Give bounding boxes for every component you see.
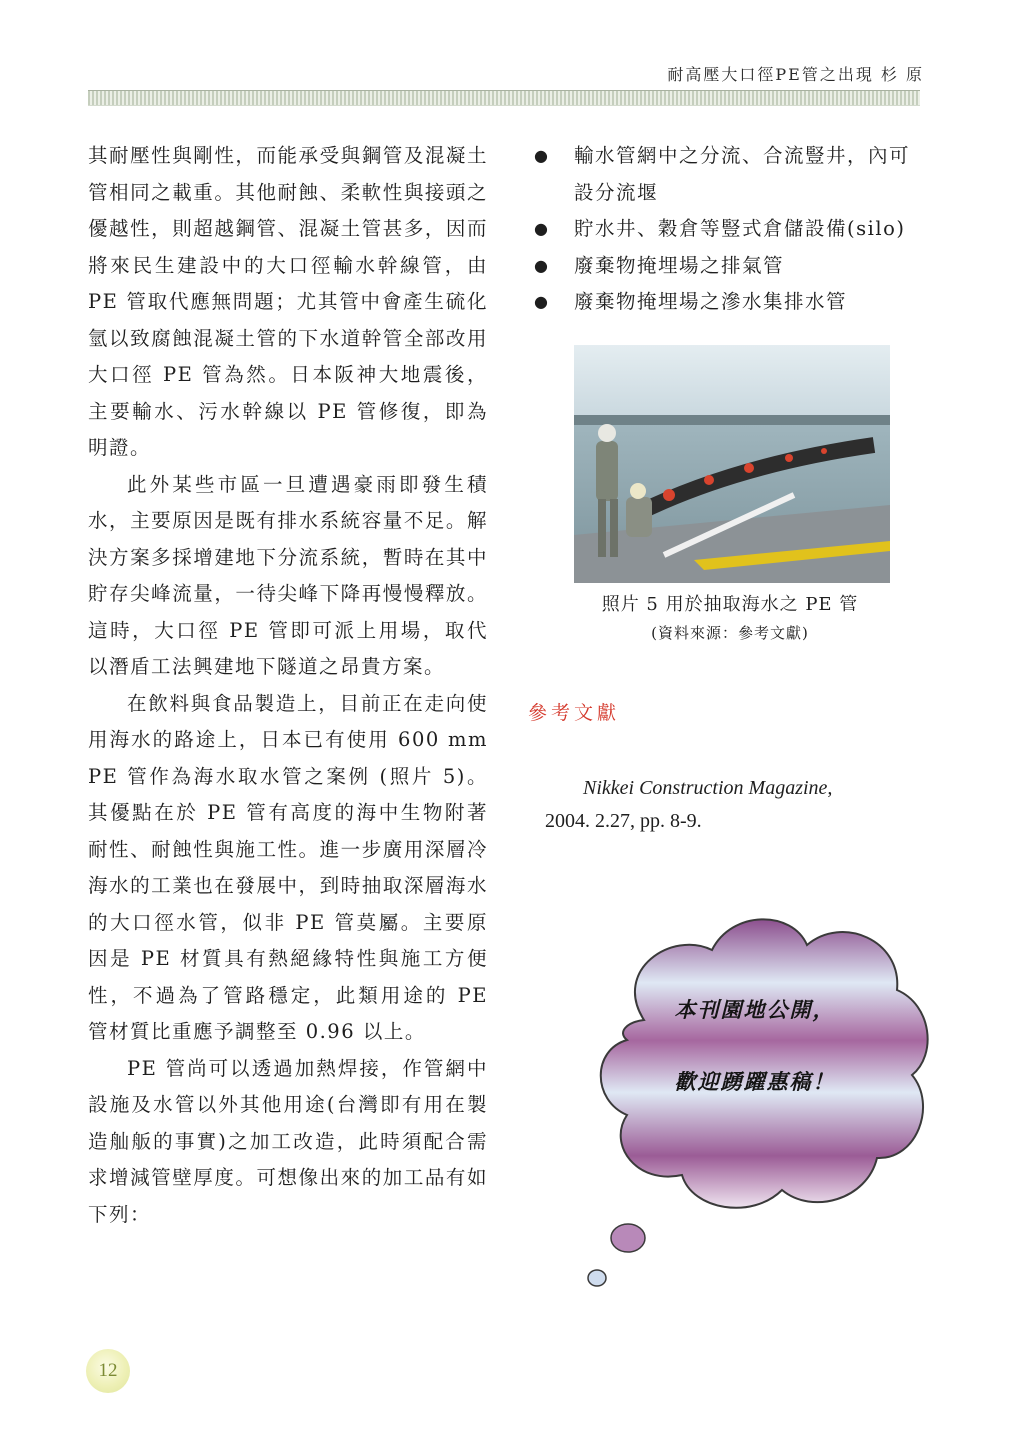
photo-source: (資料來源：參考文獻)	[651, 624, 809, 642]
reference-journal: Nikkei Construction Magazine,	[583, 777, 833, 799]
bullet-icon: ●	[534, 255, 550, 275]
paragraph: PE 管尚可以透過加熱焊接，作管網中設施及水管以外其他用途(台灣即有用在製造舢舨的事實)之加工改造，此時須配合需求增減管壁厚度。可想像出來的加工品有如下列：	[88, 1056, 488, 1226]
bullet-list	[530, 138, 930, 321]
list-item-text: 貯水井、穀倉等豎式倉儲設備(silo)	[574, 217, 906, 240]
list-item	[530, 284, 930, 321]
photo-illustration	[574, 345, 890, 583]
left-column	[88, 138, 488, 1233]
list-item-text: 廢棄物掩埋場之滲水集排水管	[574, 290, 848, 313]
callout-line-1: 本刊園地公開，	[674, 997, 836, 1022]
header-rule	[88, 90, 920, 106]
list-item	[530, 211, 930, 248]
list-item-text: 輸水管網中之分流、合流豎井，內可設分流堰	[574, 144, 911, 204]
thought-cloud-icon	[582, 900, 942, 1300]
running-header: 耐高壓大口徑PE管之出現 杉 原	[667, 65, 924, 84]
bullet-icon: ●	[534, 146, 550, 165]
paragraph: 在飲料與食品製造上，目前正在走向使用海水的路途上，日本已有使用 600 mm PE 管作為海水取水管之案例 (照片 5)。其優點在於 PE 管有高度的海中生物附著耐性、耐蝕性與施工性。進一步廣用深層冷海水的工業也在發展中，到時抽取深層海水的大口徑水管，似非 PE 管莫屬。主要原因是 PE 材質具有熱絕緣特性與施工方便性，不過為了管路穩定，此類用途的 PE 管材質比重應予調整至 0.96 以上。	[88, 691, 488, 1043]
references-heading: 參考文獻	[528, 702, 621, 724]
bullet-icon: ●	[534, 292, 550, 311]
callout-line-2: 歡迎踴躍惠稿！	[674, 1069, 836, 1094]
reference-detail: 2004. 2.27, pp. 8-9.	[545, 810, 702, 832]
reference-entry	[545, 772, 925, 838]
photo-caption: 照片 5 用於抽取海水之 PE 管	[601, 594, 859, 615]
photo-caption-block	[540, 590, 920, 646]
right-column	[530, 138, 930, 321]
paragraph: 其耐壓性與剛性，而能承受與鋼管及混凝土管相同之載重。其他耐蝕、柔軟性與接頭之優越性，則超越鋼管、混凝土管甚多，因而將來民生建設中的大口徑輸水幹線管，由 PE 管取代應無問題；尤其管中會產生硫化氫以致腐蝕混凝土管的下水道幹管全部改用大口徑 PE 管為然。日本阪神大地震後，主要輸水、污水幹線以 PE 管修復，即為明證。	[88, 144, 488, 459]
seawater-pipe-photo	[574, 345, 890, 583]
list-item	[530, 138, 930, 211]
list-item	[530, 248, 930, 285]
page-number: 12	[86, 1349, 130, 1393]
bullet-icon: ●	[534, 219, 550, 238]
list-item-text: 廢棄物掩埋場之排氣管	[574, 253, 785, 277]
paragraph: 此外某些市區一旦遭遇豪雨即發生積水，主要原因是既有排水系統容量不足。解決方案多採增建地下分流系統，暫時在其中貯存尖峰流量，一待尖峰下降再慢慢釋放。這時，大口徑 PE 管即可派上用場，取代以潛盾工法興建地下隧道之昂貴方案。	[88, 472, 488, 678]
